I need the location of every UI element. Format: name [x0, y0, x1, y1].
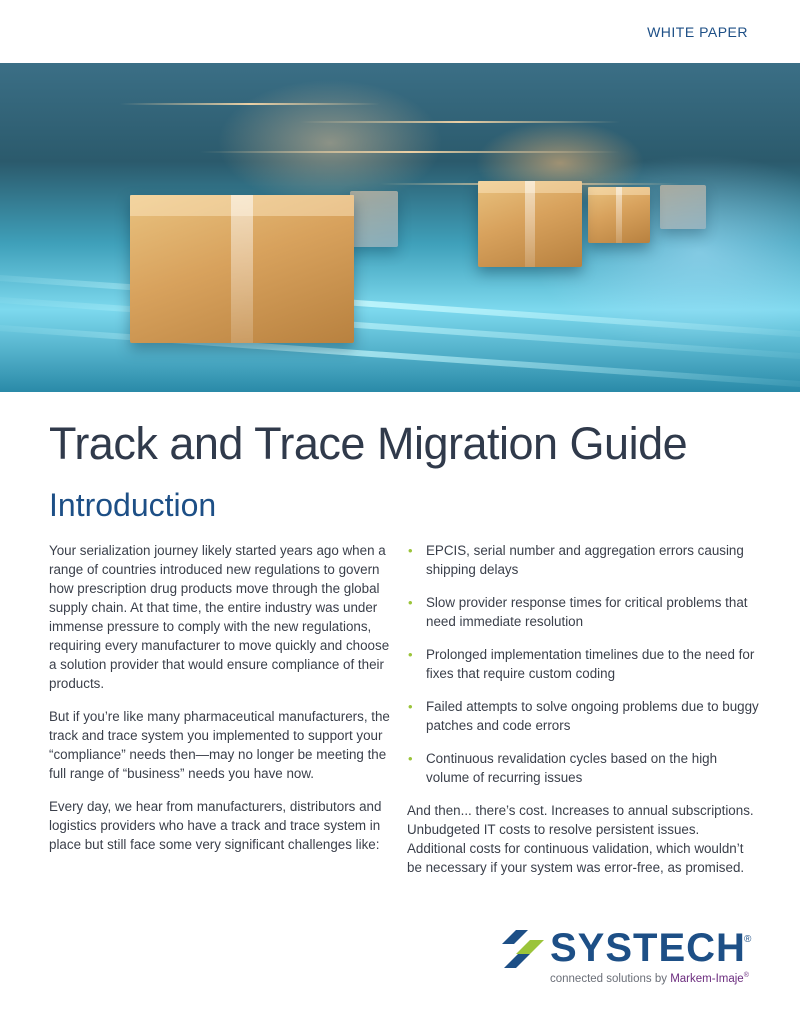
list-item: • Prolonged implementation timelines due to the need for fixes that require custom coding: [408, 647, 755, 681]
section-heading: Introduction: [49, 487, 217, 523]
list-item: • Slow provider response times for critical problems that need immediate resolution: [408, 595, 748, 629]
list-item: • Continuous revalidation cycles based on the high volume of recurring issues: [408, 751, 718, 785]
hero-image: [0, 63, 800, 392]
left-column: [49, 541, 394, 868]
intro-paragraph: Your serialization journey likely started years ago when a range of countries introduced new regulations to govern how prescription drug products move through the global supply chain. At that time, the entire industry was under immense pressure to comply with the new regulations, requiring every manufacturer to move quickly and choose a solution provider that would ensure compliance of their products.: [49, 543, 390, 691]
closing-paragraph: And then... there’s cost. Increases to annual subscriptions. Unbudgeted IT costs to resolve persistent issues. Additional costs for continuous validation, which wouldn’t be necessary if your system was error-free, as promised.: [407, 803, 754, 875]
list-item: • Failed attempts to solve ongoing problems due to buggy patches and code errors: [408, 699, 759, 733]
registered-mark: ®: [744, 934, 752, 945]
bullet-icon: •: [408, 647, 413, 662]
challenges-list: [407, 541, 759, 787]
document-type-label: WHITE PAPER: [647, 24, 748, 40]
bullet-icon: •: [408, 595, 413, 610]
intro-paragraph: But if you’re like many pharmaceutical manufacturers, the track and trace system you implemented to support your “compliance” needs then—may no longer be meeting the full range of “business” needs you have now.: [49, 709, 390, 781]
list-item: • EPCIS, serial number and aggregation errors causing shipping delays: [408, 543, 744, 577]
logo-wordmark: SYSTECH: [550, 926, 746, 970]
systech-logo-icon: [502, 930, 544, 968]
bullet-icon: •: [408, 699, 413, 714]
systech-logo: [500, 928, 760, 992]
bullet-icon: •: [408, 543, 413, 558]
bullet-icon: •: [408, 751, 413, 766]
logo-tagline: connected solutions by Markem-Imaje®: [550, 972, 749, 985]
intro-paragraph: Every day, we hear from manufacturers, distributors and logistics providers who have a track and trace system in place but still face some very significant challenges like:: [49, 799, 382, 852]
document-title: Track and Trace Migration Guide: [49, 418, 688, 469]
right-column: [407, 541, 759, 891]
